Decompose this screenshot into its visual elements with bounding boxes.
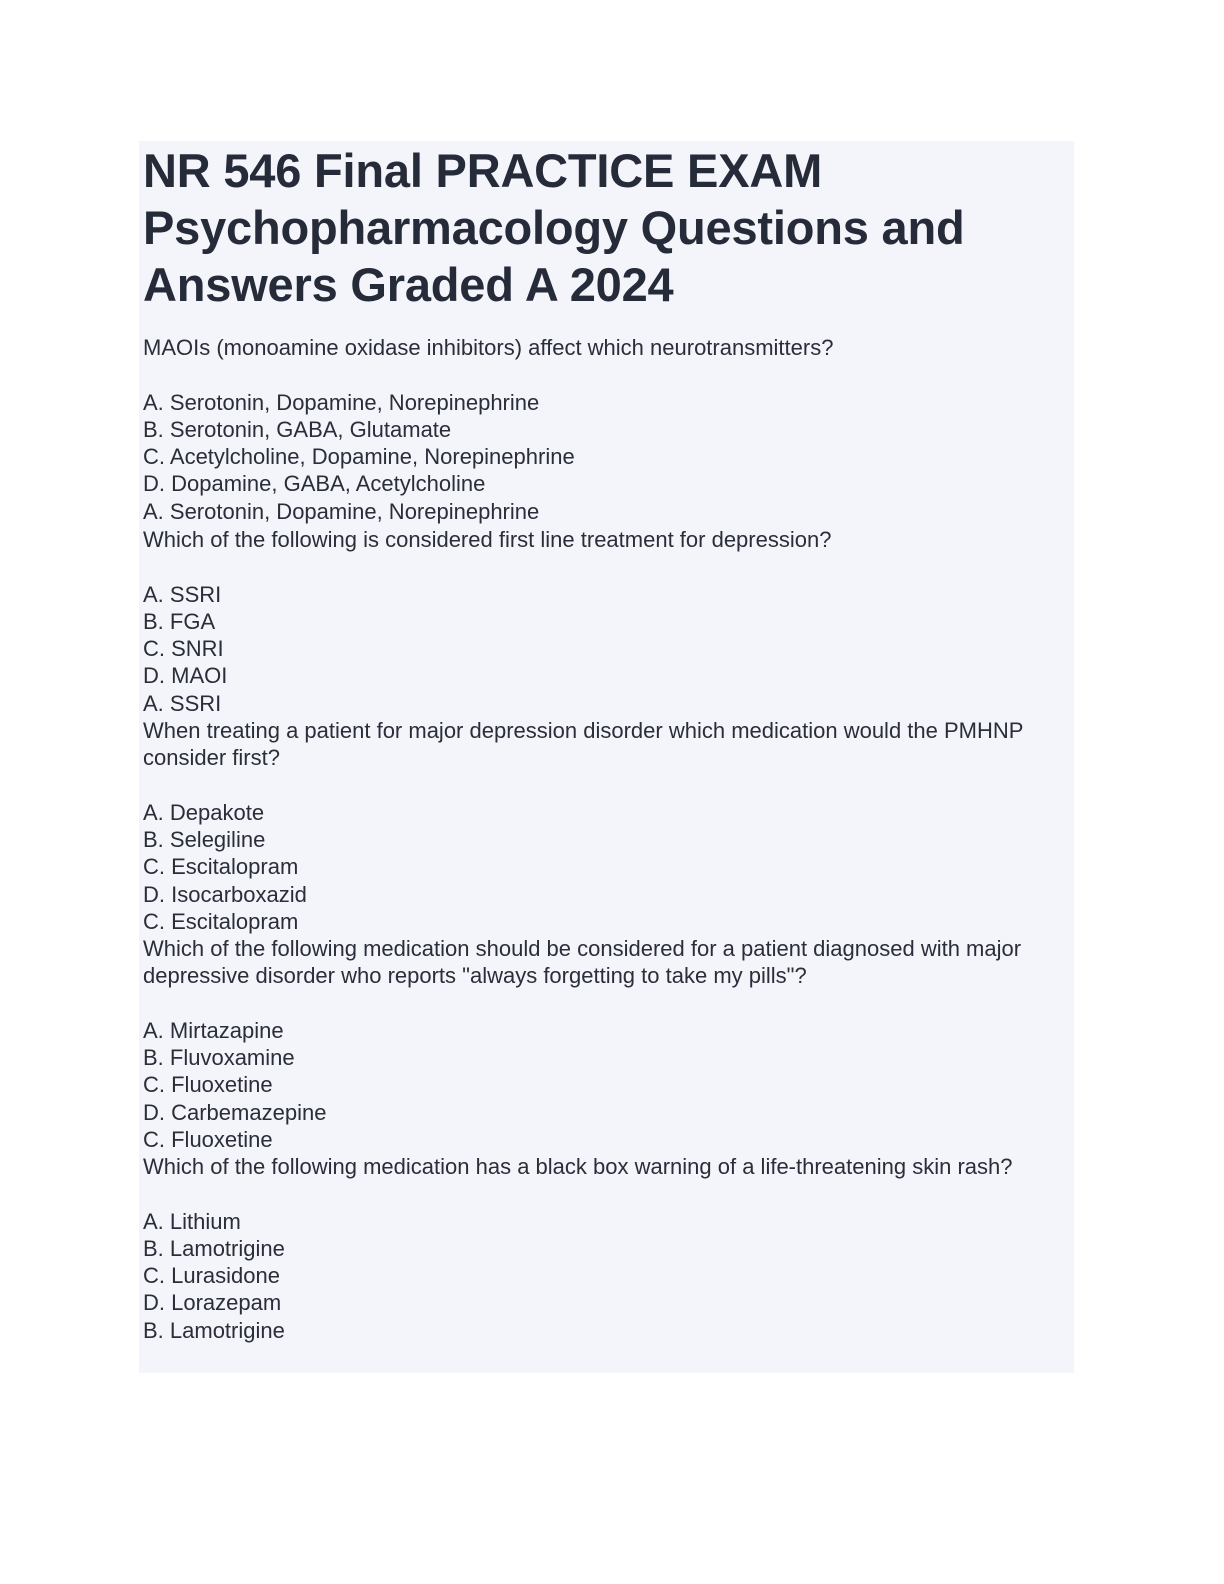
- option-b: B. Serotonin, GABA, Glutamate: [143, 416, 452, 442]
- option-c: C. Lurasidone: [143, 1263, 280, 1289]
- question-text: Which of the following is considered first line treatment for depression?: [143, 527, 832, 552]
- option-a: A. Lithium: [143, 1208, 241, 1234]
- question-block-5: [143, 1153, 1063, 1344]
- option-d: D. Dopamine, GABA, Acetylcholine: [143, 471, 486, 497]
- option-a: A. Mirtazapine: [143, 1017, 284, 1043]
- question-block-3: [143, 717, 1063, 935]
- question-block-1: [143, 334, 1063, 525]
- document-title: NR 546 Final PRACTICE EXAM Psychopharmacology Questions and Answers Graded A 2024: [143, 144, 965, 311]
- option-c: C. Acetylcholine, Dopamine, Norepinephrine: [143, 444, 575, 470]
- option-a: A. SSRI: [143, 581, 222, 607]
- option-b: B. FGA: [143, 608, 216, 634]
- spacer: [143, 1180, 1063, 1207]
- spacer: [143, 990, 1063, 1017]
- option-d: D. MAOI: [143, 663, 228, 689]
- spacer: [143, 553, 1063, 580]
- answer: C. Fluoxetine: [143, 1127, 273, 1153]
- option-d: D. Lorazepam: [143, 1290, 282, 1316]
- option-c: C. Escitalopram: [143, 854, 299, 880]
- option-b: B. Selegiline: [143, 827, 266, 853]
- option-a: A. Depakote: [143, 799, 265, 825]
- spacer: [143, 361, 1063, 388]
- option-d: D. Isocarboxazid: [143, 881, 307, 907]
- question-text: Which of the following medication has a black box warning of a life-threatening skin rash?: [143, 1154, 1013, 1179]
- question-text: When treating a patient for major depression disorder which medication would the PMHNP consider first?: [143, 718, 1024, 771]
- option-c: C. Fluoxetine: [143, 1072, 273, 1098]
- option-d: D. Carbemazepine: [143, 1099, 327, 1125]
- question-block-4: [143, 935, 1063, 1153]
- option-b: B. Lamotrigine: [143, 1235, 285, 1261]
- option-b: B. Fluvoxamine: [143, 1045, 295, 1071]
- answer: C. Escitalopram: [143, 909, 299, 935]
- spacer: [143, 772, 1063, 799]
- option-a: A. Serotonin, Dopamine, Norepinephrine: [143, 389, 540, 415]
- answer: A. SSRI: [143, 690, 222, 716]
- question-text: MAOIs (monoamine oxidase inhibitors) affect which neurotransmitters?: [143, 335, 834, 360]
- answer: B. Lamotrigine: [143, 1317, 285, 1343]
- option-c: C. SNRI: [143, 636, 224, 662]
- question-text: Which of the following medication should be considered for a patient diagnosed with major depressive disorder who reports "always forgetting to take my pills"?: [143, 936, 1022, 989]
- question-block-2: [143, 526, 1063, 717]
- answer: A. Serotonin, Dopamine, Norepinephrine: [143, 498, 540, 524]
